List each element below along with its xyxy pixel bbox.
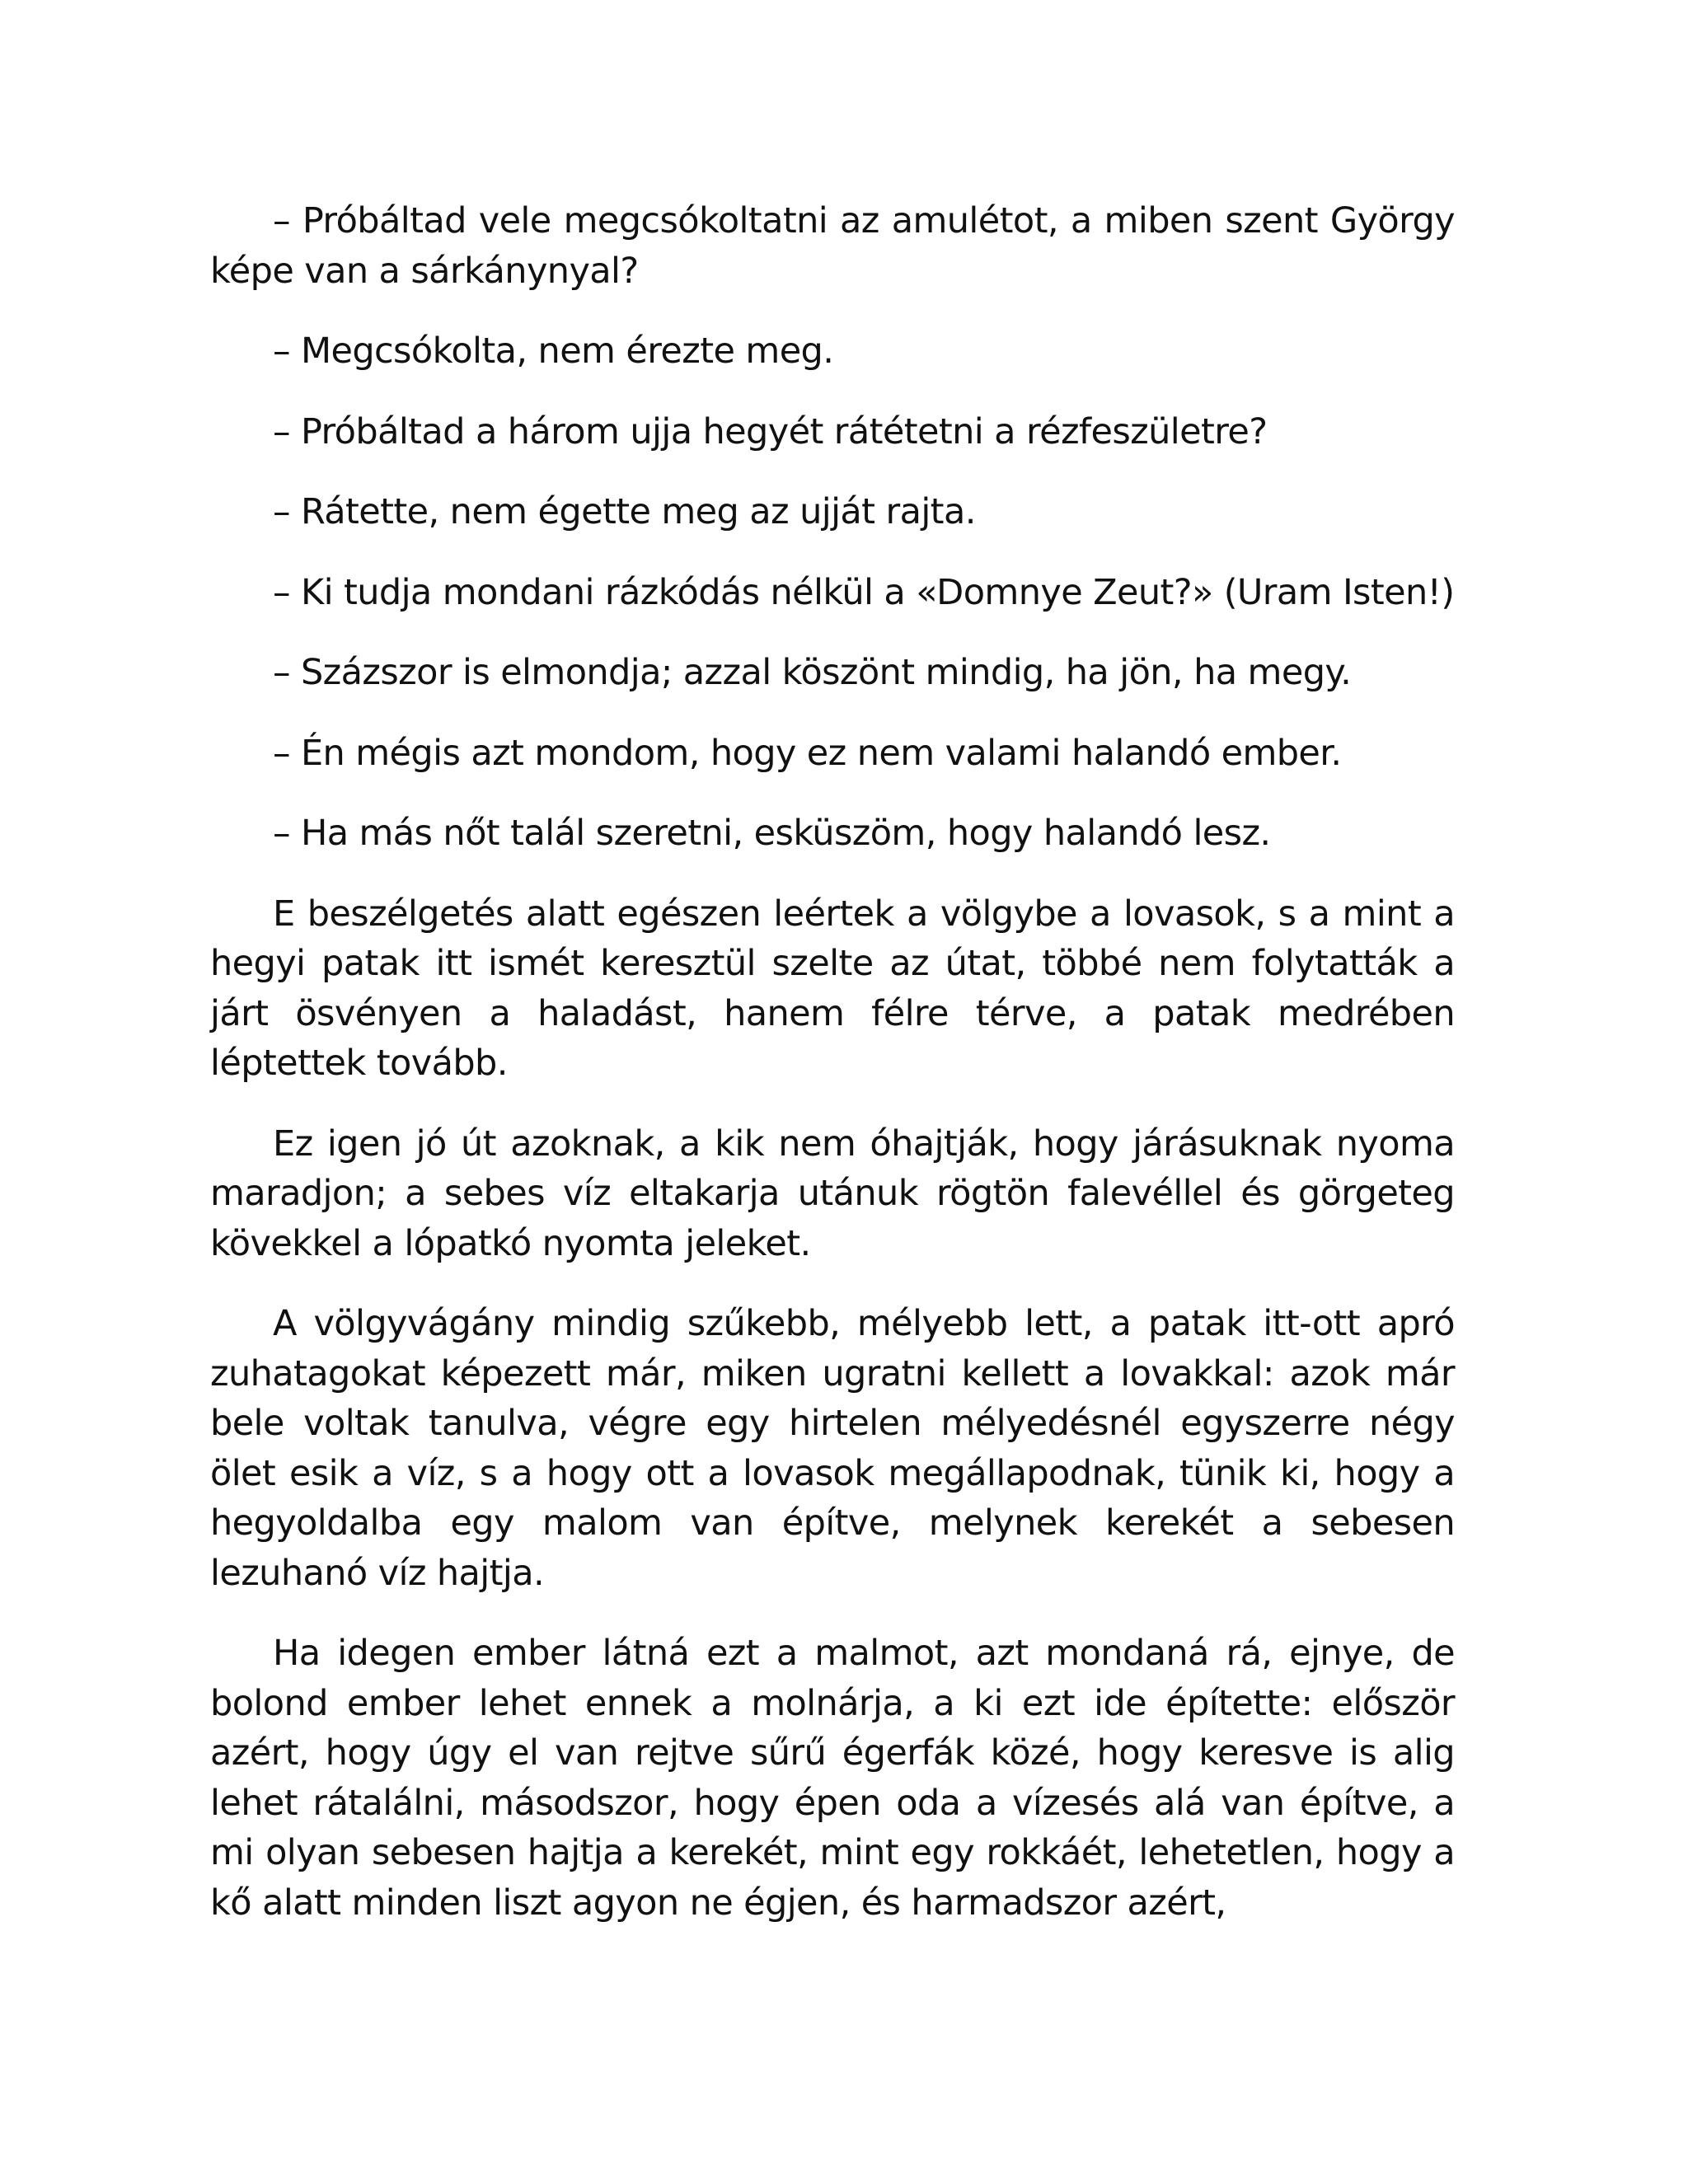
- paragraph: – Százszor is elmondja; azzal köszönt mindig, ha jön, ha megy.: [273, 652, 1352, 693]
- paragraph: Ez igen jó út azoknak, a kik nem óhajtják, hogy járásuknak nyoma maradjon; a sebes víz eltakarja utánuk rögtön falevéllel és görgeteg kövekkel a lópatkó nyomta jeleket.: [210, 1122, 1455, 1264]
- paragraph: – Ha más nőt talál szeretni, esküszöm, hogy halandó lesz.: [273, 813, 1271, 854]
- paragraph: – Ki tudja mondani rázkódás nélkül a «Domnye Zeut?» (Uram Isten!): [273, 571, 1455, 613]
- paragraph: Ha idegen ember látná ezt a malmot, azt mondaná rá, ejnye, de bolond ember lehet ennek a molnárja, a ki ezt ide építette: először azért, hogy úgy el van rejtve sűrű égerfák közé, hogy keresve is alig lehet rátalálni, másodszor, hogy épen oda a vízesés alá van építve, a mi olyan sebesen hajtja a kerekét, mint egy rokkáét, lehetetlen, hogy a kő alatt minden liszt agyon ne égjen, és harmadszor azért,: [210, 1633, 1455, 1924]
- paragraph: E beszélgetés alatt egészen leértek a völgybe a lovasok, s a mint a hegyi patak itt ismét keresztül szelte az útat, többé nem folytatták a járt ösvényen a haladást, hanem félre térve, a patak medrében léptettek tovább.: [210, 893, 1455, 1084]
- paragraph: A völgyvágány mindig szűkebb, mélyebb lett, a patak itt-ott apró zuhatagokat képezett már, miken ugratni kellett a lovakkal: azok már bele voltak tanulva, végre egy hirtelen mélyedésnél egyszerre négy ölet esik a víz, s a hogy ott a lovasok megállapodnak, tünik ki, hogy a hegyoldalba egy malom van építve, melynek kerekét a sebesen lezuhanó víz hajtja.: [210, 1303, 1455, 1594]
- paragraph: – Én mégis azt mondom, hogy ez nem valami halandó ember.: [273, 732, 1342, 774]
- paragraph: – Rátette, nem égette meg az ujját rajta.: [273, 491, 976, 532]
- paragraph: – Próbáltad vele megcsókoltatni az amulétot, a miben szent György képe van a sárkánynyal?: [210, 200, 1455, 292]
- paragraph: – Próbáltad a három ujja hegyét rátétetni a rézfeszületre?: [273, 410, 1268, 452]
- page-body: [210, 196, 1455, 1958]
- paragraph: – Megcsókolta, nem érezte meg.: [273, 330, 834, 372]
